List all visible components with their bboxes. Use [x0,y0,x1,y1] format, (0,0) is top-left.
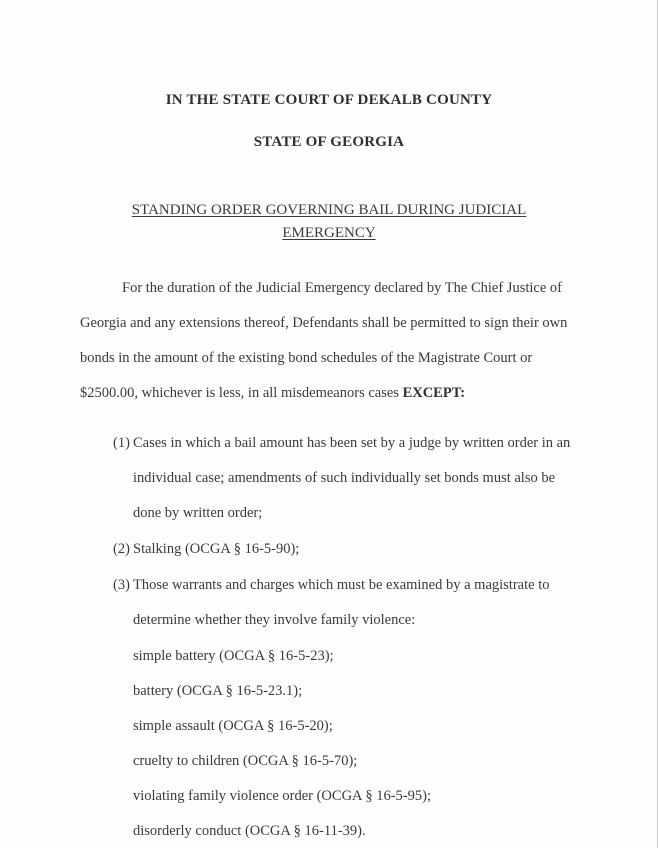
document-content [80,0,578,848]
exceptions-list [80,426,578,638]
order-paragraph [80,271,578,411]
list-item-text: Stalking (OCGA § 16-5-90); [133,540,300,557]
except-emphasis: EXCEPT: [402,385,466,401]
list-item: simple assault (OCGA § 16-5-20); [133,717,333,734]
order-paragraph-text: For the duration of the Judicial Emergency declared by The Chief Justice of Georgia and any extensions thereof, Defendants shall be permitted to sign their own bonds in the amount of the existing bond schedules of the Magistrate Court or $2500.00, whichever is less, in all misdemeanors cases [80,280,568,401]
list-item: battery (OCGA § 16-5-23.1); [133,682,303,699]
list-item [80,532,578,567]
list-item: disorderly conduct (OCGA § 16-11-39). [133,822,366,839]
state-heading: STATE OF GEORGIA [253,134,405,150]
document-title-line-1: STANDING ORDER GOVERNING BAIL DURING JUDICIAL [131,202,527,218]
list-item-text: Cases in which a bail amount has been set by a judge by written order in an individual case; amendments of such individually set bonds must also be done by written order; [133,434,571,521]
list-item: cruelty to children (OCGA § 16-5-70); [133,752,358,769]
list-item: violating family violence order (OCGA § 16-5-95); [133,787,431,804]
document-title [80,199,578,245]
list-item [80,426,578,531]
list-item-marker: (3) [113,576,134,593]
family-violence-offense-list [80,639,578,848]
list-item-marker: (2) [113,540,130,557]
list-item: simple battery (OCGA § 16-5-23); [133,647,334,664]
court-name-heading: IN THE STATE COURT OF DEKALB COUNTY [165,92,493,108]
list-item [80,568,578,638]
list-item-text: Those warrants and charges which must be examined by a magistrate to determine whether they involve family violence: [133,576,550,628]
document-title-line-2: EMERGENCY [282,225,376,241]
list-item-marker: (1) [113,434,130,451]
